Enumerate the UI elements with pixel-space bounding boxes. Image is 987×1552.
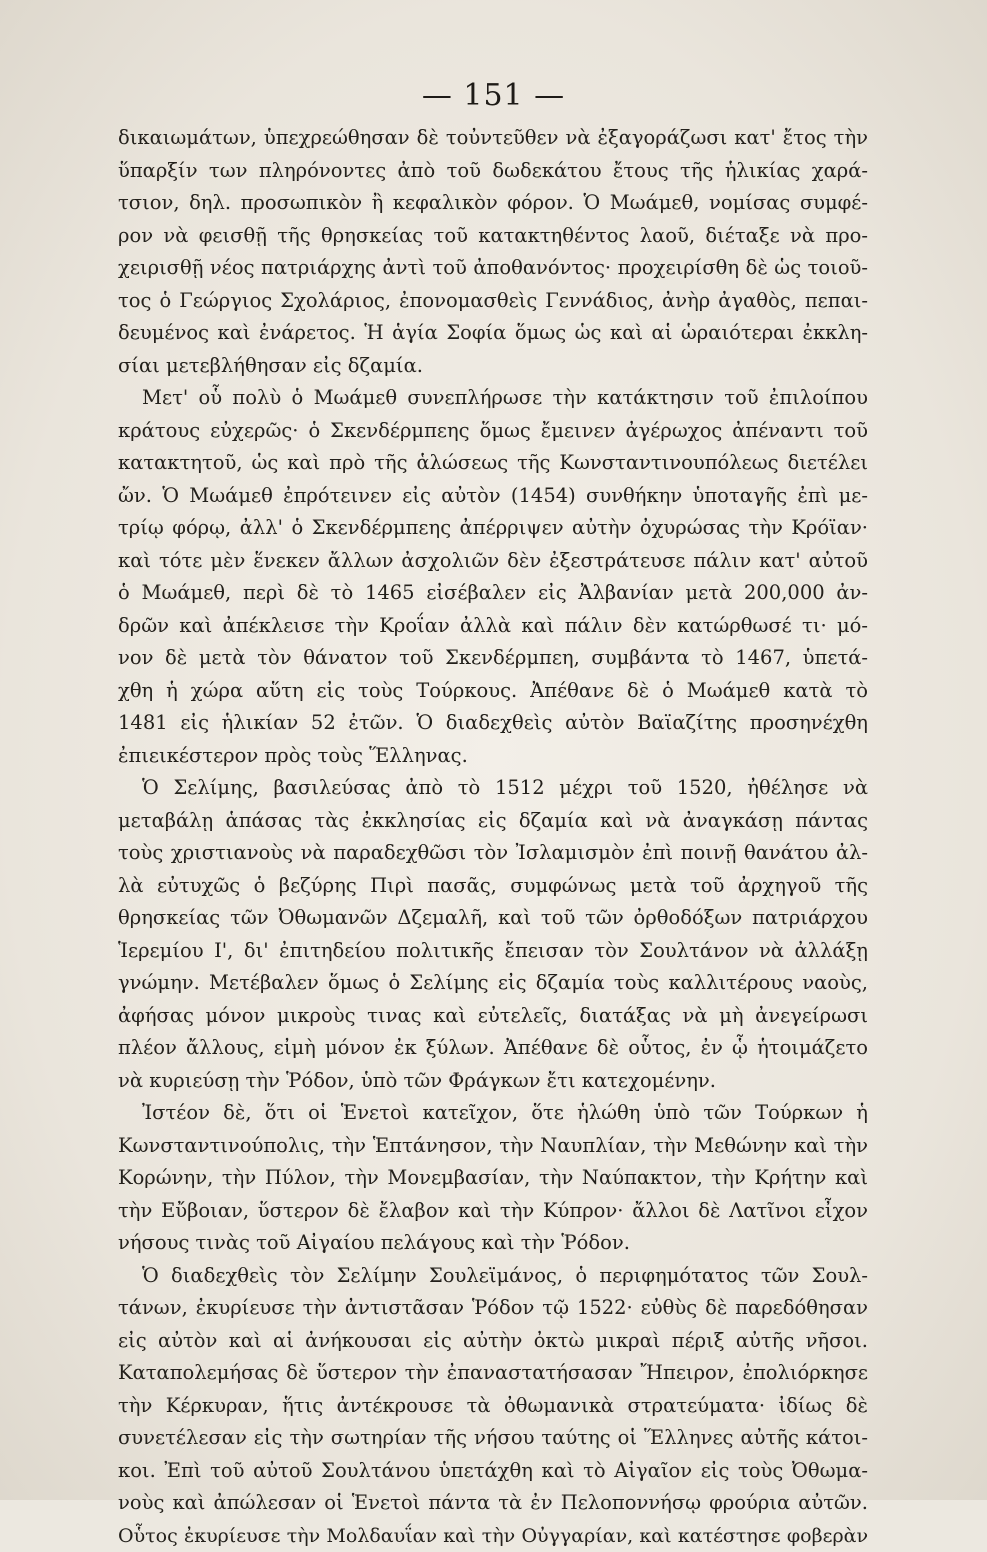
text-line: κοι. Ἐπὶ τοῦ αὐτοῦ Σουλτάνου ὑπετάχθη καὶ τὸ Αἰγαῖον εἰς τοὺς Ὀθωμα- xyxy=(118,1455,868,1488)
text-line: πλέον ἄλλους, εἰμὴ μόνον ἐκ ξύλων. Ἀπέθανε δὲ οὗτος, ἐν ᾧ ἡτοιμάζετο xyxy=(118,1032,868,1065)
text-line: ἀφήσας μόνον μικροὺς τινας καὶ εὐτελεῖς, διατάξας νὰ μὴ ἀνεγείρωσι xyxy=(118,1000,868,1033)
text-line: δευμένος καὶ ἐνάρετος. Ἡ ἁγία Σοφία ὅμως ὡς καὶ αἱ ὡραιότεραι ἐκκλη- xyxy=(118,317,868,350)
text-line: νὰ κυριεύσῃ τὴν Ῥόδον, ὑπὸ τῶν Φράγκων ἔτι κατεχομένην. xyxy=(118,1065,868,1098)
text-line: 1481 εἰς ἡλικίαν 52 ἐτῶν. Ὁ διαδεχθεὶς αὐτὸν Βαϊαζίτης προσηνέχθη xyxy=(118,707,868,740)
text-line: δικαιωμάτων, ὑπεχρεώθησαν δὲ τοὐντεῦθεν νὰ ἐξαγοράζωσι κατ' ἔτος τὴν xyxy=(118,122,868,155)
text-line: νον δὲ μετὰ τὸν θάνατον τοῦ Σκενδέρμπεη, συμβάντα τὸ 1467, ὑπετά- xyxy=(118,642,868,675)
text-line: νήσους τινὰς τοῦ Αἰγαίου πελάγους καὶ τὴν Ῥόδον. xyxy=(118,1227,868,1260)
text-line: Οὗτος ἐκυρίευσε τὴν Μολδαυΐαν καὶ τὴν Οὐγγαρίαν, καὶ κατέστησε φοβερὰν xyxy=(118,1520,868,1552)
text-line: εἰς αὐτὸν καὶ αἱ ἀνήκουσαι εἰς αὐτὴν ὀκτὼ μικραὶ πέριξ αὐτῆς νῆσοι. xyxy=(118,1325,868,1358)
text-line: Κορώνην, τὴν Πύλον, τὴν Μονεμβασίαν, τὴν Ναύπακτον, τὴν Κρήτην καὶ xyxy=(118,1162,868,1195)
text-line: Ἰστέον δὲ, ὅτι οἱ Ἑνετοὶ κατεῖχον, ὅτε ἡλώθη ὑπὸ τῶν Τούρκων ἡ xyxy=(118,1097,868,1130)
text-line: μεταβάλῃ ἁπάσας τὰς ἐκκλησίας εἰς δζαμία καὶ νὰ ἀναγκάσῃ πάντας xyxy=(118,805,868,838)
text-line: τοὺς χριστιανοὺς νὰ παραδεχθῶσι τὸν Ἰσλαμισμὸν ἐπὶ ποινῇ θανάτου ἀλ- xyxy=(118,837,868,870)
text-line: Ὁ Σελίμης, βασιλεύσας ἀπὸ τὸ 1512 μέχρι τοῦ 1520, ἠθέλησε νὰ xyxy=(118,772,868,805)
text-line: τος ὁ Γεώργιος Σχολάριος, ἐπονομασθεὶς Γεννάδιος, ἀνὴρ ἀγαθὸς, πεπαι- xyxy=(118,285,868,318)
text-line: τάνων, ἐκυρίευσε τὴν ἀντιστᾶσαν Ῥόδον τῷ 1522· εὐθὺς δὲ παρεδόθησαν xyxy=(118,1292,868,1325)
text-line: κράτους εὐχερῶς· ὁ Σκενδέρμπεης ὅμως ἔμεινεν ἀγέρωχος ἀπέναντι τοῦ xyxy=(118,415,868,448)
text-line: Μετ' οὗ πολὺ ὁ Μωάμεθ συνεπλήρωσε τὴν κατάκτησιν τοῦ ἐπιλοίπου xyxy=(118,382,868,415)
page-number: — 151 — xyxy=(0,78,987,113)
text-line: χθη ἡ χώρα αὕτη εἰς τοὺς Τούρκους. Ἀπέθανε δὲ ὁ Μωάμεθ κατὰ τὸ xyxy=(118,675,868,708)
text-line: ὁ Μωάμεθ, περὶ δὲ τὸ 1465 εἰσέβαλεν εἰς Ἀλβανίαν μετὰ 200,000 ἀν- xyxy=(118,577,868,610)
text-line: Καταπολεμήσας δὲ ὕστερον τὴν ἐπαναστατήσασαν Ἤπειρον, ἐπολιόρκησε xyxy=(118,1357,868,1390)
text-line: Κωνσταντινούπολις, τὴν Ἑπτάνησον, τὴν Ναυπλίαν, τὴν Μεθώνην καὶ τὴν xyxy=(118,1130,868,1163)
text-line: τὴν Κέρκυραν, ἥτις ἀντέκρουσε τὰ ὀθωμανικὰ στρατεύματα· ἰδίως δὲ xyxy=(118,1390,868,1423)
text-line: χειρισθῇ νέος πατριάρχης ἀντὶ τοῦ ἀποθανόντος· προχειρίσθη δὲ ὡς τοιοῦ- xyxy=(118,252,868,285)
text-line: γνώμην. Μετέβαλεν ὅμως ὁ Σελίμης εἰς δζαμία τοὺς καλλιτέρους ναοὺς, xyxy=(118,967,868,1000)
text-line: τσιον, δηλ. προσωπικὸν ἢ κεφαλικὸν φόρον. Ὁ Μωάμεθ, νομίσας συμφέ- xyxy=(118,187,868,220)
text-line: συνετέλεσαν εἰς τὴν σωτηρίαν τῆς νήσου ταύτης οἱ Ἕλληνες αὐτῆς κάτοι- xyxy=(118,1422,868,1455)
text-line: ρον νὰ φεισθῇ τῆς θρησκείας τοῦ κατακτηθέντος λαοῦ, διέταξε νὰ προ- xyxy=(118,220,868,253)
text-line: κατακτητοῦ, ὡς καὶ πρὸ τῆς ἁλώσεως τῆς Κωνσταντινουπόλεως διετέλει xyxy=(118,447,868,480)
text-line: ὕπαρξίν των πληρόνοντες ἀπὸ τοῦ δωδεκάτου ἔτους τῆς ἡλικίας χαρά- xyxy=(118,155,868,188)
text-line: ὤν. Ὁ Μωάμεθ ἐπρότεινεν εἰς αὐτὸν (1454) συνθήκην ὑποταγῆς ἐπὶ με- xyxy=(118,480,868,513)
text-line: Ὁ διαδεχθεὶς τὸν Σελίμην Σουλεϊμάνος, ὁ περιφημότατος τῶν Σουλ- xyxy=(118,1260,868,1293)
body-text xyxy=(118,122,868,1552)
text-line: καὶ τότε μὲν ἕνεκεν ἄλλων ἀσχολιῶν δὲν ἐξεστράτευσε πάλιν κατ' αὐτοῦ xyxy=(118,545,868,578)
text-line: Ἱερεμίου Ι', δι' ἐπιτηδείου πολιτικῆς ἔπεισαν τὸν Σουλτάνον νὰ ἀλλάξῃ xyxy=(118,935,868,968)
text-line: δρῶν καὶ ἀπέκλεισε τὴν Κροΐαν ἀλλὰ καὶ πάλιν δὲν κατώρθωσέ τι· μό- xyxy=(118,610,868,643)
text-line: ἐπιεικέστερον πρὸς τοὺς Ἕλληνας. xyxy=(118,740,868,773)
text-line: νοὺς καὶ ἀπώλεσαν οἱ Ἑνετοὶ πάντα τὰ ἐν Πελοποννήσῳ φρούρια αὐτῶν. xyxy=(118,1487,868,1520)
text-line: λὰ εὐτυχῶς ὁ βεζύρης Πιρὶ πασᾶς, συμφώνως μετὰ τοῦ ἀρχηγοῦ τῆς xyxy=(118,870,868,903)
text-line: θρησκείας τῶν Ὀθωμανῶν Δζεμαλῆ, καὶ τοῦ τῶν ὀρθοδόξων πατριάρχου xyxy=(118,902,868,935)
text-line: τὴν Εὔβοιαν, ὕστερον δὲ ἔλαβον καὶ τὴν Κύπρον· ἄλλοι δὲ Λατῖνοι εἶχον xyxy=(118,1195,868,1228)
text-line: σίαι μετεβλήθησαν εἰς δζαμία. xyxy=(118,350,868,383)
text-line: τρίῳ φόρῳ, ἀλλ' ὁ Σκενδέρμπεης ἀπέρριψεν αὐτὴν ὀχυρώσας τὴν Κρόϊαν· xyxy=(118,512,868,545)
